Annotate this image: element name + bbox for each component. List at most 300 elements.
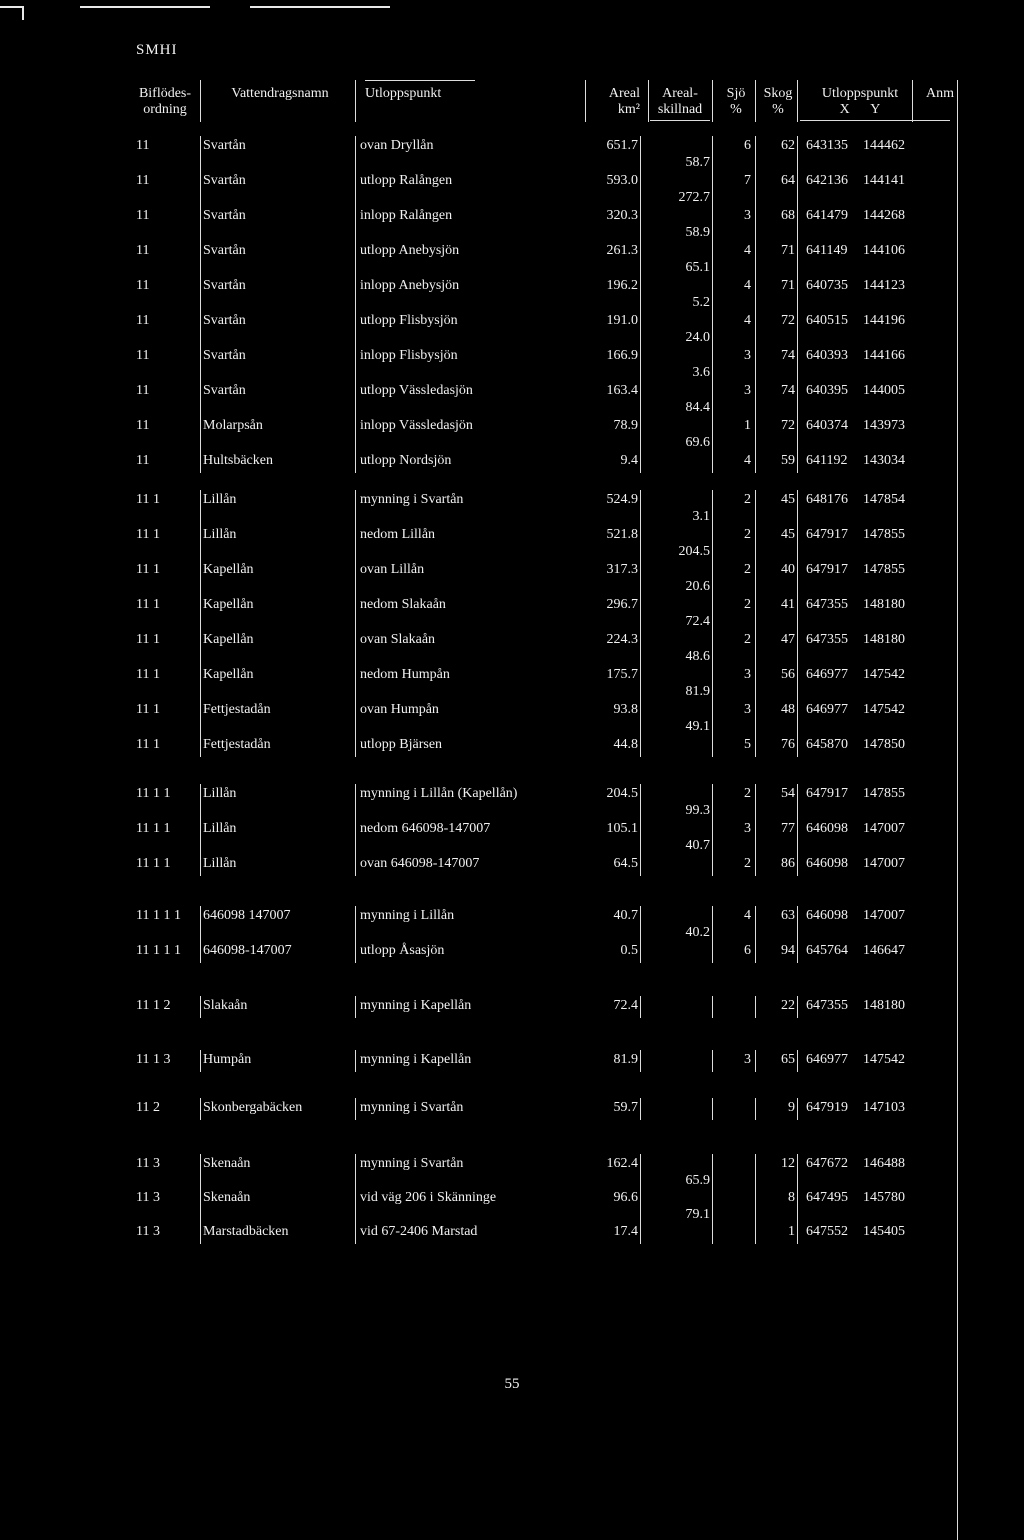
header-arealskillnad: Areal- skillnad (657, 86, 703, 117)
group-1-separator-3 (712, 490, 713, 757)
cell-utloppspunkt: inlopp Ralången (360, 208, 453, 223)
cell-utloppspunkt: nedom 646098-147007 (360, 821, 491, 836)
cell-skog: 71 (781, 243, 795, 258)
cell-arealskillnad: 58.7 (685, 155, 710, 170)
header-namn: Vattendragsnamn (231, 86, 329, 101)
cell-skog: 45 (781, 527, 795, 542)
group-4-separator-0 (200, 996, 201, 1018)
page-number: 55 (504, 1376, 520, 1392)
cell-ordning: 11 1 2 (136, 998, 171, 1013)
cell-skog: 65 (781, 1052, 795, 1067)
group-3-separator-4 (755, 906, 756, 963)
cell-utloppspunkt: mynning i Lillån (360, 908, 455, 923)
cell-arealskillnad: 69.6 (685, 435, 710, 450)
cell-vattendragsnamn: Lillån (203, 492, 237, 507)
group-7-separator-5 (797, 1154, 798, 1244)
cell-vattendragsnamn: Svartån (203, 383, 246, 398)
group-5-separator-5 (797, 1050, 798, 1072)
cell-ordning: 11 2 (136, 1100, 160, 1115)
cell-utloppspunkt: inlopp Flisbysjön (360, 348, 458, 363)
group-7-separator-0 (200, 1154, 201, 1244)
cell-vattendragsnamn: Svartån (203, 348, 246, 363)
cell-y: 144106 (863, 243, 905, 258)
group-6-separator-3 (712, 1098, 713, 1120)
cell-utloppspunkt: utlopp Flisbysjön (360, 313, 458, 328)
cell-vattendragsnamn: Lillån (203, 786, 237, 801)
cell-sjo: 4 (744, 313, 751, 328)
cell-areal: 162.4 (606, 1156, 638, 1171)
cell-vattendragsnamn: Lillån (203, 821, 237, 836)
cell-ordning: 11 (136, 278, 150, 293)
cell-skog: 12 (781, 1156, 795, 1171)
cell-vattendragsnamn: Skenaån (203, 1190, 251, 1205)
cell-sjo: 2 (744, 632, 751, 647)
cell-y: 144462 (863, 138, 905, 153)
cell-arealskillnad: 24.0 (685, 330, 710, 345)
group-2-separator-3 (712, 784, 713, 876)
cell-y: 147855 (863, 562, 905, 577)
cell-x: 640735 (806, 278, 848, 293)
cell-sjo: 5 (744, 737, 751, 752)
group-3-separator-3 (712, 906, 713, 963)
cell-sjo: 6 (744, 138, 751, 153)
cell-arealskillnad: 65.1 (685, 260, 710, 275)
cell-areal: 81.9 (613, 1052, 638, 1067)
cell-x: 645870 (806, 737, 848, 752)
cell-skog: 56 (781, 667, 795, 682)
cell-vattendragsnamn: Lillån (203, 527, 237, 542)
cell-sjo: 4 (744, 278, 751, 293)
cell-skog: 72 (781, 418, 795, 433)
cell-areal: 521.8 (606, 527, 638, 542)
group-3-separator-1 (355, 906, 356, 963)
cell-sjo: 3 (744, 667, 751, 682)
header-rule-areal-diff (650, 120, 710, 121)
cell-areal: 191.0 (606, 313, 638, 328)
cell-areal: 44.8 (613, 737, 638, 752)
group-5-separator-0 (200, 1050, 201, 1072)
group-7-separator-1 (355, 1154, 356, 1244)
cell-areal: 651.7 (606, 138, 638, 153)
group-3-separator-2 (640, 906, 641, 963)
cell-sjo: 3 (744, 208, 751, 223)
cell-utloppspunkt: utlopp Ralången (360, 173, 453, 188)
group-6-separator-5 (797, 1098, 798, 1120)
cell-y: 145780 (863, 1190, 905, 1205)
cell-utloppspunkt: utlopp Bjärsen (360, 737, 443, 752)
cell-vattendragsnamn: Slakaån (203, 998, 248, 1013)
right-edge-line (957, 80, 958, 1540)
cell-y: 146488 (863, 1156, 905, 1171)
cell-skog: 94 (781, 943, 795, 958)
group-1-separator-5 (797, 490, 798, 757)
header-separator-5 (755, 80, 756, 122)
cell-utloppspunkt: vid 67-2406 Marstad (360, 1224, 478, 1239)
cell-ordning: 11 (136, 453, 150, 468)
group-6-separator-0 (200, 1098, 201, 1120)
cell-x: 643135 (806, 138, 848, 153)
cell-vattendragsnamn: 646098 147007 (203, 908, 291, 923)
group-4-separator-3 (712, 996, 713, 1018)
cell-arealskillnad: 272.7 (678, 190, 710, 205)
group-7-separator-2 (640, 1154, 641, 1244)
group-4-separator-2 (640, 996, 641, 1018)
cell-x: 647495 (806, 1190, 848, 1205)
cell-sjo: 4 (744, 453, 751, 468)
header-separator-4 (712, 80, 713, 122)
cell-sjo: 2 (744, 856, 751, 871)
cell-areal: 0.5 (620, 943, 638, 958)
cell-vattendragsnamn: Svartån (203, 138, 246, 153)
cell-areal: 166.9 (606, 348, 638, 363)
cell-utloppspunkt: mynning i Svartån (360, 1156, 464, 1171)
cell-y: 143973 (863, 418, 905, 433)
cell-areal: 78.9 (613, 418, 638, 433)
group-5-separator-4 (755, 1050, 756, 1072)
cell-y: 144166 (863, 348, 905, 363)
cell-areal: 9.4 (620, 453, 638, 468)
cell-vattendragsnamn: Skonbergabäcken (203, 1100, 303, 1115)
cell-arealskillnad: 3.6 (692, 365, 710, 380)
cell-skog: 9 (788, 1100, 795, 1115)
cell-x: 646098 (806, 856, 848, 871)
cell-utloppspunkt: nedom Slakaån (360, 597, 446, 612)
cell-arealskillnad: 58.9 (685, 225, 710, 240)
group-2-separator-4 (755, 784, 756, 876)
cell-utloppspunkt: inlopp Anebysjön (360, 278, 460, 293)
group-4-separator-4 (755, 996, 756, 1018)
cell-x: 646098 (806, 908, 848, 923)
cell-ordning: 11 (136, 208, 150, 223)
cell-skog: 54 (781, 786, 795, 801)
cell-y: 148180 (863, 998, 905, 1013)
group-5-separator-1 (355, 1050, 356, 1072)
cell-skog: 74 (781, 348, 795, 363)
cell-skog: 72 (781, 313, 795, 328)
cell-areal: 175.7 (606, 667, 638, 682)
group-1-separator-0 (200, 490, 201, 757)
cell-areal: 96.6 (613, 1190, 638, 1205)
cell-utloppspunkt: ovan Slakaån (360, 632, 436, 647)
cell-ordning: 11 (136, 138, 150, 153)
cell-vattendragsnamn: Kapellån (203, 562, 254, 577)
cell-y: 145405 (863, 1224, 905, 1239)
cell-x: 647552 (806, 1224, 848, 1239)
cell-skog: 59 (781, 453, 795, 468)
cell-utloppspunkt: mynning i Kapellån (360, 1052, 472, 1067)
cell-y: 147542 (863, 1052, 905, 1067)
header-rule-utlopp (365, 80, 475, 81)
cell-skog: 62 (781, 138, 795, 153)
cell-sjo: 4 (744, 908, 751, 923)
cell-sjo: 1 (744, 418, 751, 433)
cell-x: 647919 (806, 1100, 848, 1115)
cell-sjo: 2 (744, 786, 751, 801)
cell-ordning: 11 1 1 (136, 821, 171, 836)
cell-arealskillnad: 48.6 (685, 649, 710, 664)
cell-areal: 593.0 (606, 173, 638, 188)
cell-skog: 76 (781, 737, 795, 752)
cell-areal: 59.7 (613, 1100, 638, 1115)
cell-vattendragsnamn: Svartån (203, 173, 246, 188)
cell-ordning: 11 (136, 418, 150, 433)
cell-vattendragsnamn: 646098-147007 (203, 943, 292, 958)
cell-utloppspunkt: mynning i Kapellån (360, 998, 472, 1013)
cell-y: 144123 (863, 278, 905, 293)
cell-utloppspunkt: ovan Lillån (360, 562, 425, 577)
cell-vattendragsnamn: Kapellån (203, 597, 254, 612)
cell-sjo: 2 (744, 527, 751, 542)
group-6-separator-2 (640, 1098, 641, 1120)
cell-areal: 93.8 (613, 702, 638, 717)
cell-areal: 105.1 (606, 821, 638, 836)
cell-skog: 8 (788, 1190, 795, 1205)
cell-arealskillnad: 40.2 (685, 925, 710, 940)
cell-ordning: 11 1 1 1 (136, 943, 181, 958)
cell-x: 647355 (806, 632, 848, 647)
cell-arealskillnad: 72.4 (685, 614, 710, 629)
group-2-separator-0 (200, 784, 201, 876)
cell-x: 646977 (806, 667, 848, 682)
cell-areal: 196.2 (606, 278, 638, 293)
cell-skog: 86 (781, 856, 795, 871)
cell-ordning: 11 (136, 313, 150, 328)
cell-x: 647917 (806, 786, 848, 801)
cell-y: 147007 (863, 856, 905, 871)
cell-x: 647355 (806, 998, 848, 1013)
cell-skog: 47 (781, 632, 795, 647)
cell-sjo: 3 (744, 821, 751, 836)
cell-sjo: 2 (744, 562, 751, 577)
group-1-separator-1 (355, 490, 356, 757)
cell-utloppspunkt: mynning i Svartån (360, 492, 464, 507)
cell-utloppspunkt: utlopp Åsasjön (360, 943, 445, 958)
group-0-separator-4 (755, 136, 756, 473)
cell-sjo: 2 (744, 492, 751, 507)
cell-utloppspunkt: ovan 646098-147007 (360, 856, 480, 871)
cell-arealskillnad: 204.5 (678, 544, 710, 559)
corner-mark-vertical (22, 6, 24, 20)
cell-x: 647355 (806, 597, 848, 612)
cell-arealskillnad: 84.4 (685, 400, 710, 415)
group-1-separator-4 (755, 490, 756, 757)
cell-areal: 204.5 (606, 786, 638, 801)
cell-x: 646977 (806, 702, 848, 717)
cell-ordning: 11 1 (136, 702, 160, 717)
cell-vattendragsnamn: Molarpsån (203, 418, 263, 433)
cell-utloppspunkt: nedom Lillån (360, 527, 436, 542)
cell-skog: 64 (781, 173, 795, 188)
cell-ordning: 11 (136, 173, 150, 188)
group-3-separator-5 (797, 906, 798, 963)
cell-vattendragsnamn: Svartån (203, 313, 246, 328)
cell-vattendragsnamn: Fettjestadån (203, 702, 271, 717)
header-biflodes: Biflödes- ordning (138, 86, 192, 117)
cell-utloppspunkt: vid väg 206 i Skänninge (360, 1190, 497, 1205)
cell-vattendragsnamn: Kapellån (203, 667, 254, 682)
group-0-separator-5 (797, 136, 798, 473)
cell-sjo: 3 (744, 348, 751, 363)
cell-y: 147542 (863, 702, 905, 717)
cell-vattendragsnamn: Lillån (203, 856, 237, 871)
group-4-separator-1 (355, 996, 356, 1018)
cell-vattendragsnamn: Fettjestadån (203, 737, 271, 752)
top-rule-2 (250, 6, 390, 8)
cell-x: 646977 (806, 1052, 848, 1067)
group-6-separator-1 (355, 1098, 356, 1120)
cell-utloppspunkt: utlopp Anebysjön (360, 243, 460, 258)
cell-skog: 63 (781, 908, 795, 923)
header-separator-0 (200, 80, 201, 122)
group-5-separator-3 (712, 1050, 713, 1072)
group-0-separator-1 (355, 136, 356, 473)
cell-vattendragsnamn: Skenaån (203, 1156, 251, 1171)
cell-skog: 71 (781, 278, 795, 293)
cell-arealskillnad: 79.1 (685, 1207, 710, 1222)
cell-skog: 74 (781, 383, 795, 398)
cell-x: 646098 (806, 821, 848, 836)
cell-y: 147850 (863, 737, 905, 752)
header-koord: Utloppspunkt X Y (821, 86, 899, 117)
top-rule-1 (80, 6, 210, 8)
group-0-separator-0 (200, 136, 201, 473)
cell-y: 147542 (863, 667, 905, 682)
cell-areal: 524.9 (606, 492, 638, 507)
cell-sjo: 3 (744, 1052, 751, 1067)
cell-skog: 40 (781, 562, 795, 577)
group-7-separator-3 (712, 1154, 713, 1244)
cell-y: 146647 (863, 943, 905, 958)
group-2-separator-5 (797, 784, 798, 876)
header-areal: Areal km² (608, 86, 640, 117)
cell-y: 147007 (863, 821, 905, 836)
header-separator-2 (585, 80, 586, 122)
cell-x: 647917 (806, 527, 848, 542)
cell-vattendragsnamn: Svartån (203, 278, 246, 293)
cell-ordning: 11 1 (136, 527, 160, 542)
cell-areal: 320.3 (606, 208, 638, 223)
header-separator-3 (648, 80, 649, 122)
corner-mark (0, 6, 22, 8)
cell-ordning: 11 1 (136, 492, 160, 507)
cell-utloppspunkt: mynning i Svartån (360, 1100, 464, 1115)
cell-x: 640374 (806, 418, 848, 433)
cell-arealskillnad: 99.3 (685, 803, 710, 818)
cell-sjo: 3 (744, 383, 751, 398)
cell-utloppspunkt: nedom Humpån (360, 667, 450, 682)
cell-y: 144196 (863, 313, 905, 328)
cell-ordning: 11 1 (136, 737, 160, 752)
cell-x: 647917 (806, 562, 848, 577)
cell-x: 642136 (806, 173, 848, 188)
cell-arealskillnad: 3.1 (692, 509, 710, 524)
cell-utloppspunkt: ovan Humpån (360, 702, 439, 717)
group-7-separator-4 (755, 1154, 756, 1244)
cell-ordning: 11 1 (136, 632, 160, 647)
cell-y: 147855 (863, 786, 905, 801)
header-separator-1 (355, 80, 356, 122)
cell-x: 640395 (806, 383, 848, 398)
cell-arealskillnad: 5.2 (692, 295, 710, 310)
cell-skog: 68 (781, 208, 795, 223)
group-2-separator-1 (355, 784, 356, 876)
cell-vattendragsnamn: Svartån (203, 208, 246, 223)
header-anm: Anm (926, 86, 954, 101)
cell-x: 641479 (806, 208, 848, 223)
header-sjo: Sjö % (726, 86, 746, 117)
cell-y: 147007 (863, 908, 905, 923)
cell-vattendragsnamn: Hultsbäcken (203, 453, 273, 468)
cell-utloppspunkt: utlopp Nordsjön (360, 453, 452, 468)
cell-ordning: 11 1 (136, 562, 160, 577)
header-separator-7 (912, 80, 913, 122)
cell-y: 144268 (863, 208, 905, 223)
group-5-separator-2 (640, 1050, 641, 1072)
cell-y: 147855 (863, 527, 905, 542)
cell-y: 143034 (863, 453, 905, 468)
cell-ordning: 11 1 (136, 597, 160, 612)
cell-ordning: 11 1 3 (136, 1052, 171, 1067)
cell-areal: 72.4 (613, 998, 638, 1013)
cell-ordning: 11 1 1 (136, 786, 171, 801)
cell-areal: 64.5 (613, 856, 638, 871)
cell-sjo: 4 (744, 243, 751, 258)
cell-vattendragsnamn: Humpån (203, 1052, 252, 1067)
header-utlopp: Utloppspunkt (365, 86, 442, 101)
cell-areal: 261.3 (606, 243, 638, 258)
cell-x: 641149 (806, 243, 848, 258)
cell-sjo: 2 (744, 597, 751, 612)
cell-vattendragsnamn: Svartån (203, 243, 246, 258)
cell-y: 148180 (863, 632, 905, 647)
group-3-separator-0 (200, 906, 201, 963)
cell-skog: 45 (781, 492, 795, 507)
cell-ordning: 11 (136, 383, 150, 398)
cell-ordning: 11 3 (136, 1156, 160, 1171)
group-0-separator-2 (640, 136, 641, 473)
cell-arealskillnad: 65.9 (685, 1173, 710, 1188)
cell-x: 640393 (806, 348, 848, 363)
cell-x: 641192 (806, 453, 848, 468)
cell-x: 640515 (806, 313, 848, 328)
group-1-separator-2 (640, 490, 641, 757)
cell-arealskillnad: 81.9 (685, 684, 710, 699)
header-skog: Skog % (763, 86, 793, 117)
cell-areal: 17.4 (613, 1224, 638, 1239)
cell-ordning: 11 3 (136, 1224, 160, 1239)
cell-arealskillnad: 20.6 (685, 579, 710, 594)
cell-areal: 163.4 (606, 383, 638, 398)
cell-arealskillnad: 40.7 (685, 838, 710, 853)
group-2-separator-2 (640, 784, 641, 876)
cell-y: 144141 (863, 173, 905, 188)
cell-skog: 22 (781, 998, 795, 1013)
header-separator-6 (797, 80, 798, 122)
cell-y: 147854 (863, 492, 905, 507)
cell-ordning: 11 1 1 1 (136, 908, 181, 923)
cell-ordning: 11 (136, 243, 150, 258)
cell-x: 647672 (806, 1156, 848, 1171)
cell-skog: 77 (781, 821, 795, 836)
cell-x: 645764 (806, 943, 848, 958)
cell-utloppspunkt: ovan Dryllån (360, 138, 434, 153)
header-rule-koord (800, 120, 950, 121)
cell-ordning: 11 1 1 (136, 856, 171, 871)
cell-skog: 1 (788, 1224, 795, 1239)
cell-vattendragsnamn: Kapellån (203, 632, 254, 647)
cell-utloppspunkt: utlopp Vässledasjön (360, 383, 473, 398)
cell-utloppspunkt: inlopp Vässledasjön (360, 418, 473, 433)
